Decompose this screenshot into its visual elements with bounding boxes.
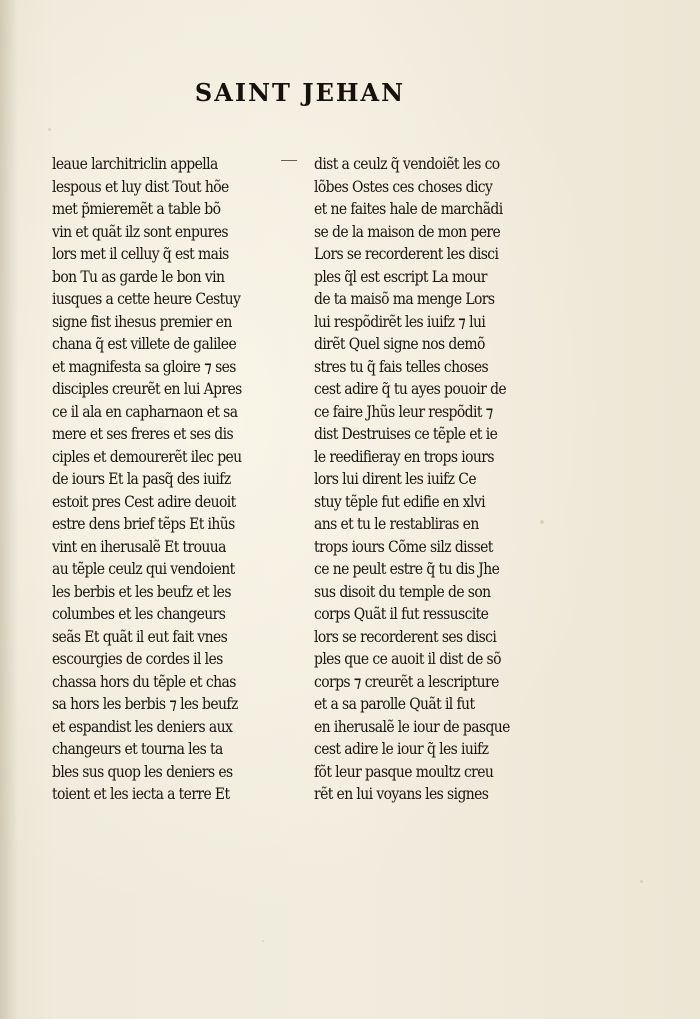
text-line: estoit pres Cest adire deuoit — [52, 492, 236, 511]
text-line: lui respõdirẽt les iuifz ⁊ lui — [314, 312, 486, 331]
text-line: Lors se recorderent les disci — [314, 245, 499, 263]
text-line: sa hors les berbis ⁊ les beufz — [52, 695, 238, 713]
text-line: bles sus quop les deniers es — [52, 762, 233, 781]
text-line: corps Quãt il fut ressuscite — [314, 605, 489, 623]
text-line: dirẽt Quel signe nos demõ — [314, 335, 485, 353]
text-line: lespous et luy dist Tout hõe — [52, 177, 229, 196]
text-line: chassa hors du tẽple et chas — [52, 672, 236, 691]
text-line: fõt leur pasque moultz creu — [314, 762, 494, 781]
column-mark — [281, 160, 297, 161]
paper-spot — [48, 128, 51, 131]
right-text-column — [314, 153, 550, 806]
text-line: corps ⁊ creurẽt a lescripture — [314, 672, 499, 691]
text-line: dist Destruises ce tẽple et ie — [314, 425, 498, 443]
text-line: et a sa parolle Quãt il fut — [314, 695, 475, 713]
text-line: dist a ceulz q̃ vendoiẽt les co — [314, 155, 500, 173]
text-line: bon Tu as garde le bon vin — [52, 267, 225, 286]
paper-spot — [640, 880, 643, 883]
text-line: ce ne peult estre q̃ tu dis Jhe — [314, 560, 500, 578]
text-line: en iherusalẽ le iour de pasque — [314, 717, 510, 736]
text-line: sus disoit du temple de son — [314, 582, 491, 601]
text-line: lors met il celluy q̃ est mais — [52, 245, 229, 263]
text-line: cest adire q̃ tu ayes pouoir de — [314, 380, 507, 398]
text-line: de iours Et la pasq̃ des iuifz — [52, 470, 231, 488]
text-line: stres tu q̃ fais telles choses — [314, 357, 489, 376]
text-line: estre dens brief tẽps Et ihũs — [52, 515, 235, 533]
text-line: et magnifesta sa gloire ⁊ ses — [52, 357, 236, 376]
text-line: les berbis et les beufz et les — [52, 582, 231, 601]
text-line: de ta maisõ ma menge Lors — [314, 290, 495, 308]
text-line: iusques a cette heure Cestuy — [52, 290, 241, 308]
text-line: stuy tẽple fut edifie en xlvi — [314, 492, 485, 511]
text-line: leaue larchitriclin appella — [52, 155, 218, 173]
text-line: ples que ce auoit il dist de sõ — [314, 650, 501, 668]
text-line: met p̃mieremẽt a table bõ — [52, 200, 221, 218]
gutter-shadow — [0, 0, 18, 1019]
text-line: vin et quãt ilz sont enpures — [52, 222, 228, 241]
text-line: ce il ala en capharnaon et sa — [52, 402, 238, 421]
paper-spot — [262, 940, 264, 942]
text-line: et ne faites hale de marchãdi — [314, 200, 503, 218]
text-line: ans et tu le restabliras en — [314, 515, 479, 533]
text-line: seãs Et quãt il eut fait vnes — [52, 627, 228, 646]
text-line: et espandist les deniers aux — [52, 717, 233, 736]
text-line: toient et les iecta a terre Et — [52, 785, 230, 803]
text-line: rẽt en lui voyans les signes — [314, 785, 489, 803]
text-line: ciples et demourerẽt ilec peu — [52, 447, 242, 466]
text-line: ce faire Jhũs leur respõdit ⁊ — [314, 402, 493, 421]
text-line: chana q̃ est villete de galilee — [52, 335, 237, 353]
text-line: ples q̃l est escript La mour — [314, 267, 487, 286]
left-text-column — [52, 153, 278, 806]
text-line: trops iours Cõme silz disset — [314, 537, 493, 556]
text-line: escourgies de cordes il les — [52, 650, 223, 668]
running-head: SAINT JEHAN — [194, 78, 406, 107]
text-line: changeurs et tourna les ta — [52, 740, 223, 758]
text-line: se de la maison de mon pere — [314, 222, 501, 241]
text-line: le reedifieray en trops iours — [314, 447, 494, 466]
text-line: lors se recorderent ses disci — [314, 627, 497, 646]
text-line: disciples creurẽt en lui Apres — [52, 380, 242, 398]
text-line: lõbes Ostes ces choses dicy — [314, 177, 493, 196]
text-line: signe fist ihesus premier en — [52, 312, 232, 331]
text-line: au tẽple ceulz qui vendoient — [52, 560, 235, 578]
text-line: vint en iherusalẽ Et trouua — [52, 537, 226, 556]
text-line: lors lui dirent les iuifz Ce — [314, 470, 476, 488]
text-line: columbes et les changeurs — [52, 605, 226, 623]
text-line: mere et ses freres et ses dis — [52, 425, 234, 443]
text-line: cest adire le iour q̃ les iuifz — [314, 740, 489, 758]
